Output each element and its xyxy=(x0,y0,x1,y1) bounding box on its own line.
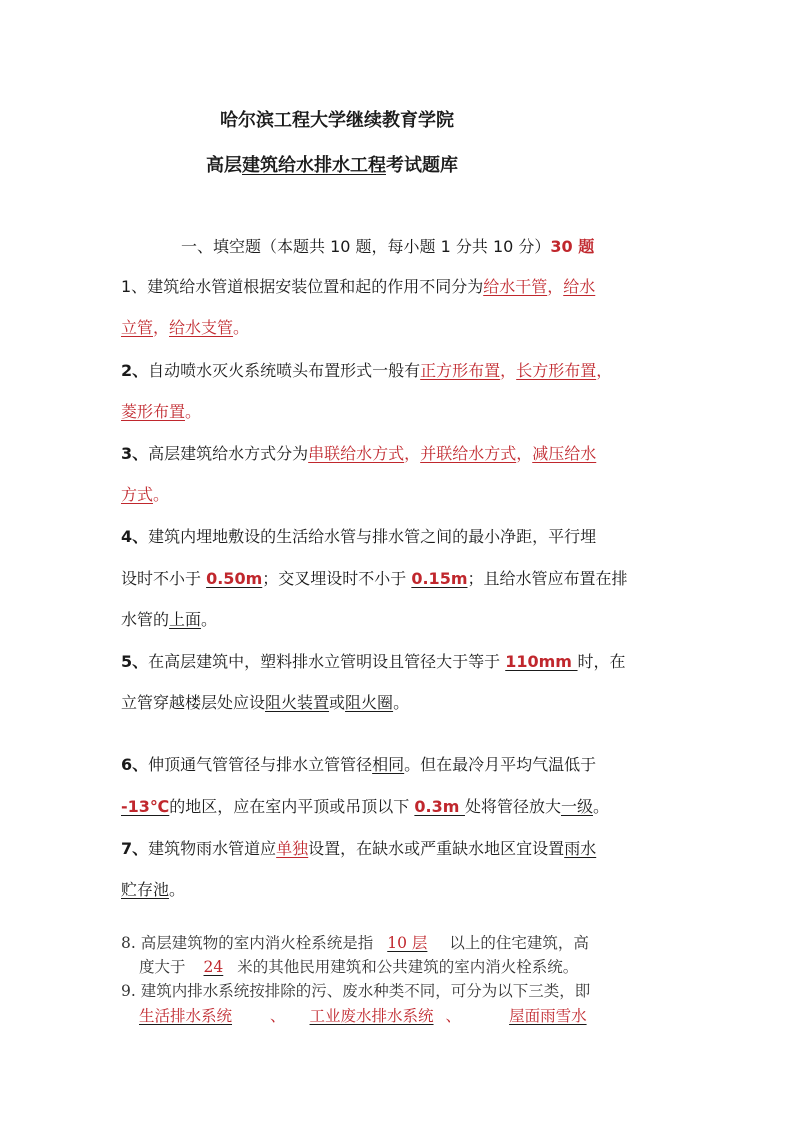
q3-line2 xyxy=(121,482,169,505)
q5-answer-3: 阻火圈 xyxy=(345,693,394,712)
q4-answer-1: 0.50m xyxy=(206,569,263,588)
q5-answer-1: 110mm xyxy=(505,652,578,671)
q5-number: 5、 xyxy=(121,652,149,671)
q1-answer-2a: 给水 xyxy=(563,277,596,296)
q1-line2 xyxy=(121,315,249,338)
exam-title-course: 建筑给水排水工程 xyxy=(242,155,386,176)
exam-title-part-c: 考试题库 xyxy=(386,155,458,176)
q9-text-1: 建筑内排水系统按排除的污、废水种类不同，可分为以下三类，即 xyxy=(140,982,591,1000)
q3-line1 xyxy=(121,441,596,464)
q5-text-4: 或 xyxy=(329,693,346,712)
q1-sep-2: ， xyxy=(153,318,170,337)
q8-answer-2-wrap xyxy=(186,958,238,976)
q9-answer-3: 屋面雨雪水 xyxy=(509,1007,587,1025)
q6-number: 6、 xyxy=(121,755,149,774)
q3-end: 。 xyxy=(153,485,170,504)
q8-text-4: 米的其他民用建筑和公共建筑的室内消火栓系统。 xyxy=(237,958,579,976)
q5-line1 xyxy=(121,649,626,672)
q4-line3 xyxy=(121,607,217,630)
q1-answer-2b: 立管 xyxy=(121,318,154,337)
exam-title-part-a: 高层 xyxy=(206,155,242,176)
q5-answer-2: 阻火装置 xyxy=(265,693,330,712)
q7-text-1: 建筑物雨水管道应 xyxy=(148,839,277,858)
q1-sep-1: ， xyxy=(547,277,564,296)
q1-line1 xyxy=(121,274,595,297)
q2-answer-2: 长方形布置 xyxy=(516,361,597,380)
q4-answer-2: 0.15m xyxy=(411,569,468,588)
q6-text-1: 伸顶通气管管径与排水立管管径 xyxy=(148,755,373,774)
q9-answer-1-wrap xyxy=(139,1007,270,1025)
q5-text-2: 时，在 xyxy=(577,652,626,671)
q2-end: 。 xyxy=(185,402,202,421)
q2-sep-2: ， xyxy=(596,361,613,380)
q6-text-2: 。但在最冷月平均气温低于 xyxy=(404,755,597,774)
q2-line2 xyxy=(121,399,201,422)
q3-sep-1: ， xyxy=(404,444,421,463)
q8-line1 xyxy=(121,931,589,953)
q3-answer-2: 并联给水方式 xyxy=(420,444,517,463)
q9-number: 9. xyxy=(121,982,141,1000)
q3-answer-3a: 减压给水 xyxy=(532,444,597,463)
q8-text-1: 高层建筑物的室内消火栓系统是指 xyxy=(140,934,374,952)
q6-line1 xyxy=(121,752,596,775)
q9-answer-2-wrap xyxy=(286,1007,446,1025)
q1-text: 建筑给水管道根据安装位置和起的作用不同分为 xyxy=(147,277,484,296)
q4-end: 。 xyxy=(201,610,218,629)
q1-answer-3: 给水支管 xyxy=(169,318,234,337)
q6-answer-2: -13℃ xyxy=(121,797,170,816)
q1-answer-1: 给水干管 xyxy=(483,277,548,296)
q7-number: 7、 xyxy=(121,839,149,858)
q3-number: 3、 xyxy=(121,444,149,463)
q5-end: 。 xyxy=(393,693,410,712)
q9-answer-1: 生活排水系统 xyxy=(139,1007,233,1025)
q2-number: 2、 xyxy=(121,361,149,380)
q7-answer-1: 单独 xyxy=(276,839,309,858)
q4-line2 xyxy=(121,566,628,589)
q4-answer-3: 上面 xyxy=(169,610,202,629)
q9-answer-3-wrap xyxy=(461,1007,587,1025)
q5-text-3: 立管穿越楼层处应设 xyxy=(121,693,266,712)
q8-answer-2: 24 xyxy=(203,958,224,976)
section-title: 一、填空题（本题共 10 题，每小题 1 分共 10 分） xyxy=(181,237,551,256)
q2-answer-1: 正方形布置 xyxy=(420,361,501,380)
q4-text-4: ；且给水管应布置在排 xyxy=(467,569,628,588)
q3-text: 高层建筑给水方式分为 xyxy=(148,444,309,463)
q7-end: 。 xyxy=(169,880,186,899)
q4-text-2: 设时不小于 xyxy=(121,569,207,588)
q2-sep-1: ， xyxy=(500,361,517,380)
q8-answer-1: 10 层 xyxy=(387,934,428,952)
q4-text-5: 水管的 xyxy=(121,610,170,629)
institution-title: 哈尔滨工程大学继续教育学院 xyxy=(220,110,454,131)
q1-end: 。 xyxy=(233,318,250,337)
q6-answer-1: 相同 xyxy=(372,755,405,774)
q6-end: 。 xyxy=(593,797,610,816)
q2-answer-3: 菱形布置 xyxy=(121,402,186,421)
q2-line1 xyxy=(121,358,612,381)
q6-answer-4: 一级 xyxy=(560,797,593,816)
section-heading xyxy=(181,234,594,257)
q1-number: 1、 xyxy=(121,277,148,296)
q5-line2 xyxy=(121,690,409,713)
q4-text-1: 建筑内埋地敷设的生活给水管与排水管之间的最小净距，平行埋 xyxy=(148,527,597,546)
q4-number: 4、 xyxy=(121,527,149,546)
q4-line1 xyxy=(121,524,596,547)
exam-title xyxy=(206,151,458,177)
q7-answer-2b: 贮存池 xyxy=(121,880,170,899)
q5-text-1: 在高层建筑中，塑料排水立管明设且管径大于等于 xyxy=(148,652,506,671)
q8-number: 8. xyxy=(121,934,141,952)
q6-text-4: 处将管径放大 xyxy=(464,797,561,816)
q6-line2 xyxy=(121,794,609,817)
q9-sep-2: 、 xyxy=(445,1007,462,1025)
q9-line2 xyxy=(139,1004,587,1026)
q6-answer-3: 0.3m xyxy=(414,797,465,816)
q9-answer-2: 工业废水排水系统 xyxy=(309,1007,434,1025)
q8-line2 xyxy=(139,955,578,977)
q9-line1 xyxy=(121,979,590,1001)
q4-text-3: ；交叉埋设时不小于 xyxy=(262,569,412,588)
section-count: 30 题 xyxy=(550,237,595,256)
q8-answer-1-wrap xyxy=(373,934,449,952)
q6-text-3: 的地区，应在室内平顶或吊顶以下 xyxy=(169,797,415,816)
q7-answer-2a: 雨水 xyxy=(564,839,597,858)
q7-line2 xyxy=(121,877,185,900)
q3-sep-2: ， xyxy=(516,444,533,463)
q3-answer-3b: 方式 xyxy=(121,485,154,504)
q3-answer-1: 串联给水方式 xyxy=(308,444,405,463)
q9-sep-1: 、 xyxy=(270,1007,286,1025)
q7-text-2: 设置，在缺水或严重缺水地区宜设置 xyxy=(308,839,565,858)
q8-text-2: 以上的住宅建筑，高 xyxy=(449,934,589,952)
q7-line1 xyxy=(121,836,596,859)
q8-text-3: 度大于 xyxy=(139,958,186,976)
q2-text: 自动喷水灭火系统喷头布置形式一般有 xyxy=(148,361,421,380)
